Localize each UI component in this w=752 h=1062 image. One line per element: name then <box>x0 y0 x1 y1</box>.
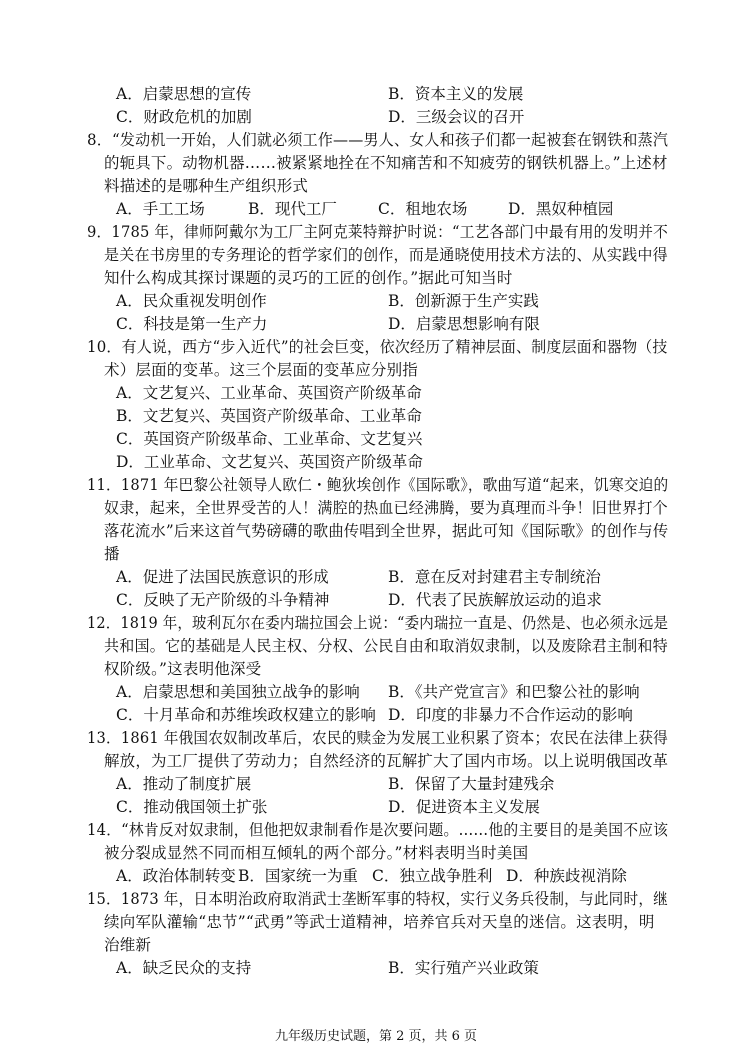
q8-option-c: C．租地农场 <box>378 200 468 218</box>
q12-option-c: C．十月革命和苏维埃政权建立的影响 <box>116 706 376 724</box>
q12-stem-line-1: 12．1819 年，玻利瓦尔在委内瑞拉国会上说：“委内瑞拉一直是、仍然是、也必须永远是 <box>87 614 669 632</box>
q9-stem-line-1: 9．1785 年，律师阿戴尔为工厂主阿克莱特辩护时说：“工艺各部门中最有用的发明并不 <box>87 223 669 241</box>
q10-option-b: B．文艺复兴、英国资产阶级革命、工业革命 <box>116 407 422 425</box>
q13-option-b: B．保留了大量封建残余 <box>388 775 555 793</box>
q10-stem-line-1: 10．有人说，西方“步入近代”的社会巨变，依次经历了精神层面、制度层面和器物（技 <box>87 338 668 356</box>
q9-option-b: B．创新源于生产实践 <box>388 292 539 310</box>
q7-option-b: B．资本主义的发展 <box>388 85 524 103</box>
q8-stem-line-2: 的轭具下。动物机器……被紧紧地拴在不知痛苦和不知疲劳的钢铁机器上。”上述材 <box>104 154 668 172</box>
q12-option-a: A．启蒙思想和美国独立战争的影响 <box>116 683 360 701</box>
q15-stem-line-1: 15．1873 年，日本明治政府取消武士垄断军事的特权，实行义务兵役制，与此同时，继 <box>87 890 668 908</box>
q12-stem-line-2: 共和国。它的基础是人民主权、分权、公民自由和取消奴隶制，以及废除君主制和特 <box>104 637 668 655</box>
q13-option-c: C．推动俄国领土扩张 <box>116 798 268 816</box>
q9-stem-line-2: 是关在书房里的专务理论的哲学家们的创作，而是通晓使用技术方法的、从实践中得 <box>104 246 668 264</box>
page-footer: 九年级历史试题，第 2 页，共 6 页 <box>274 1029 478 1044</box>
q14-option-c: C．独立战争胜利 <box>372 867 493 885</box>
q12-option-d: D．印度的非暴力不合作运动的影响 <box>388 706 633 724</box>
q8-option-b: B．现代工厂 <box>248 200 337 218</box>
q12-stem-line-3: 权阶级。”这表明他深受 <box>104 660 262 678</box>
q13-option-d: D．促进资本主义发展 <box>388 798 540 816</box>
q9-option-a: A．民众重视发明创作 <box>116 292 267 310</box>
q15-option-b: B．实行殖产兴业政策 <box>388 959 539 977</box>
q10-option-d: D．工业革命、文艺复兴、英国资产阶级革命 <box>116 453 423 471</box>
q15-stem-line-2: 续向军队灌输“忠节”“武勇”等武士道精神，培养官兵对天皇的迷信。这表明，明 <box>104 913 655 931</box>
q15-option-a: A．缺乏民众的支持 <box>116 959 252 977</box>
q7-option-d: D．三级会议的召开 <box>388 108 525 126</box>
q11-stem-line-2: 奴隶，起来，全世界受苦的人！满腔的热血已经沸腾，要为真理而斗争！旧世界打个 <box>104 499 668 517</box>
q9-option-c: C．科技是第一生产力 <box>116 315 268 333</box>
q7-option-a: A．启蒙思想的宣传 <box>116 85 252 103</box>
q14-option-a: A．政治体制转变 <box>116 867 236 885</box>
q15-stem-line-3: 治维新 <box>104 936 152 954</box>
q13-stem-line-2: 解放，为工厂提供了劳动力；自然经济的瓦解扩大了国内市场。以上说明俄国改革 <box>104 752 669 770</box>
q8-stem-line-3: 料描述的是哪种生产组织形式 <box>104 177 309 195</box>
q11-option-a: A．促进了法国民族意识的形成 <box>116 568 329 586</box>
q8-option-d: D．黑奴种植园 <box>508 200 614 218</box>
q11-stem-line-1: 11．1871 年巴黎公社领导人欧仁・鲍狄埃创作《国际歌》，歌曲写道“起来，饥寒交迫的 <box>87 476 669 494</box>
q11-option-c: C．反映了无产阶级的斗争精神 <box>116 591 330 609</box>
q13-stem-line-1: 13．1861 年俄国农奴制改革后，农民的赎金为发展工业积累了资本；农民在法律上获得 <box>87 729 668 747</box>
q8-stem-line-1: 8．“发动机一开始，人们就必须工作——男人、女人和孩子们都一起被套在钢铁和蒸汽 <box>87 131 669 149</box>
q14-option-b: B．国家统一为重 <box>238 867 358 885</box>
q11-option-b: B．意在反对封建君主专制统治 <box>388 568 601 586</box>
q9-option-d: D．启蒙思想影响有限 <box>388 315 540 333</box>
q10-stem-line-2: 术）层面的变革。这三个层面的变革应分别指 <box>104 361 419 379</box>
q11-stem-line-4: 播 <box>104 545 120 563</box>
q10-option-a: A．文艺复兴、工业革命、英国资产阶级革命 <box>116 384 422 402</box>
q9-stem-line-3: 知什么构成其探讨课题的灵巧的工匠的创作。”据此可知当时 <box>104 269 513 287</box>
q14-stem-line-1: 14．“林肯反对奴隶制，但他把奴隶制看作是次要问题。……他的主要目的是美国不应该 <box>87 821 669 839</box>
q12-option-b: B．《共产党宣言》和巴黎公社的影响 <box>388 683 640 701</box>
q13-option-a: A．推动了制度扩展 <box>116 775 252 793</box>
q14-stem-line-2: 被分裂成显然不同而相互倾轧的两个部分。”材料表明当时美国 <box>104 844 529 862</box>
q8-option-a: A．手工工场 <box>116 200 205 218</box>
q14-option-d: D．种族歧视消除 <box>506 867 627 885</box>
q7-option-c: C．财政危机的加剧 <box>116 108 252 126</box>
q11-option-d: D．代表了民族解放运动的追求 <box>388 591 602 609</box>
q11-stem-line-3: 落花流水”后来这首气势磅礴的歌曲传唱到全世界，据此可知《国际歌》的创作与传 <box>104 522 669 540</box>
q10-option-c: C．英国资产阶级革命、工业革命、文艺复兴 <box>116 430 423 448</box>
